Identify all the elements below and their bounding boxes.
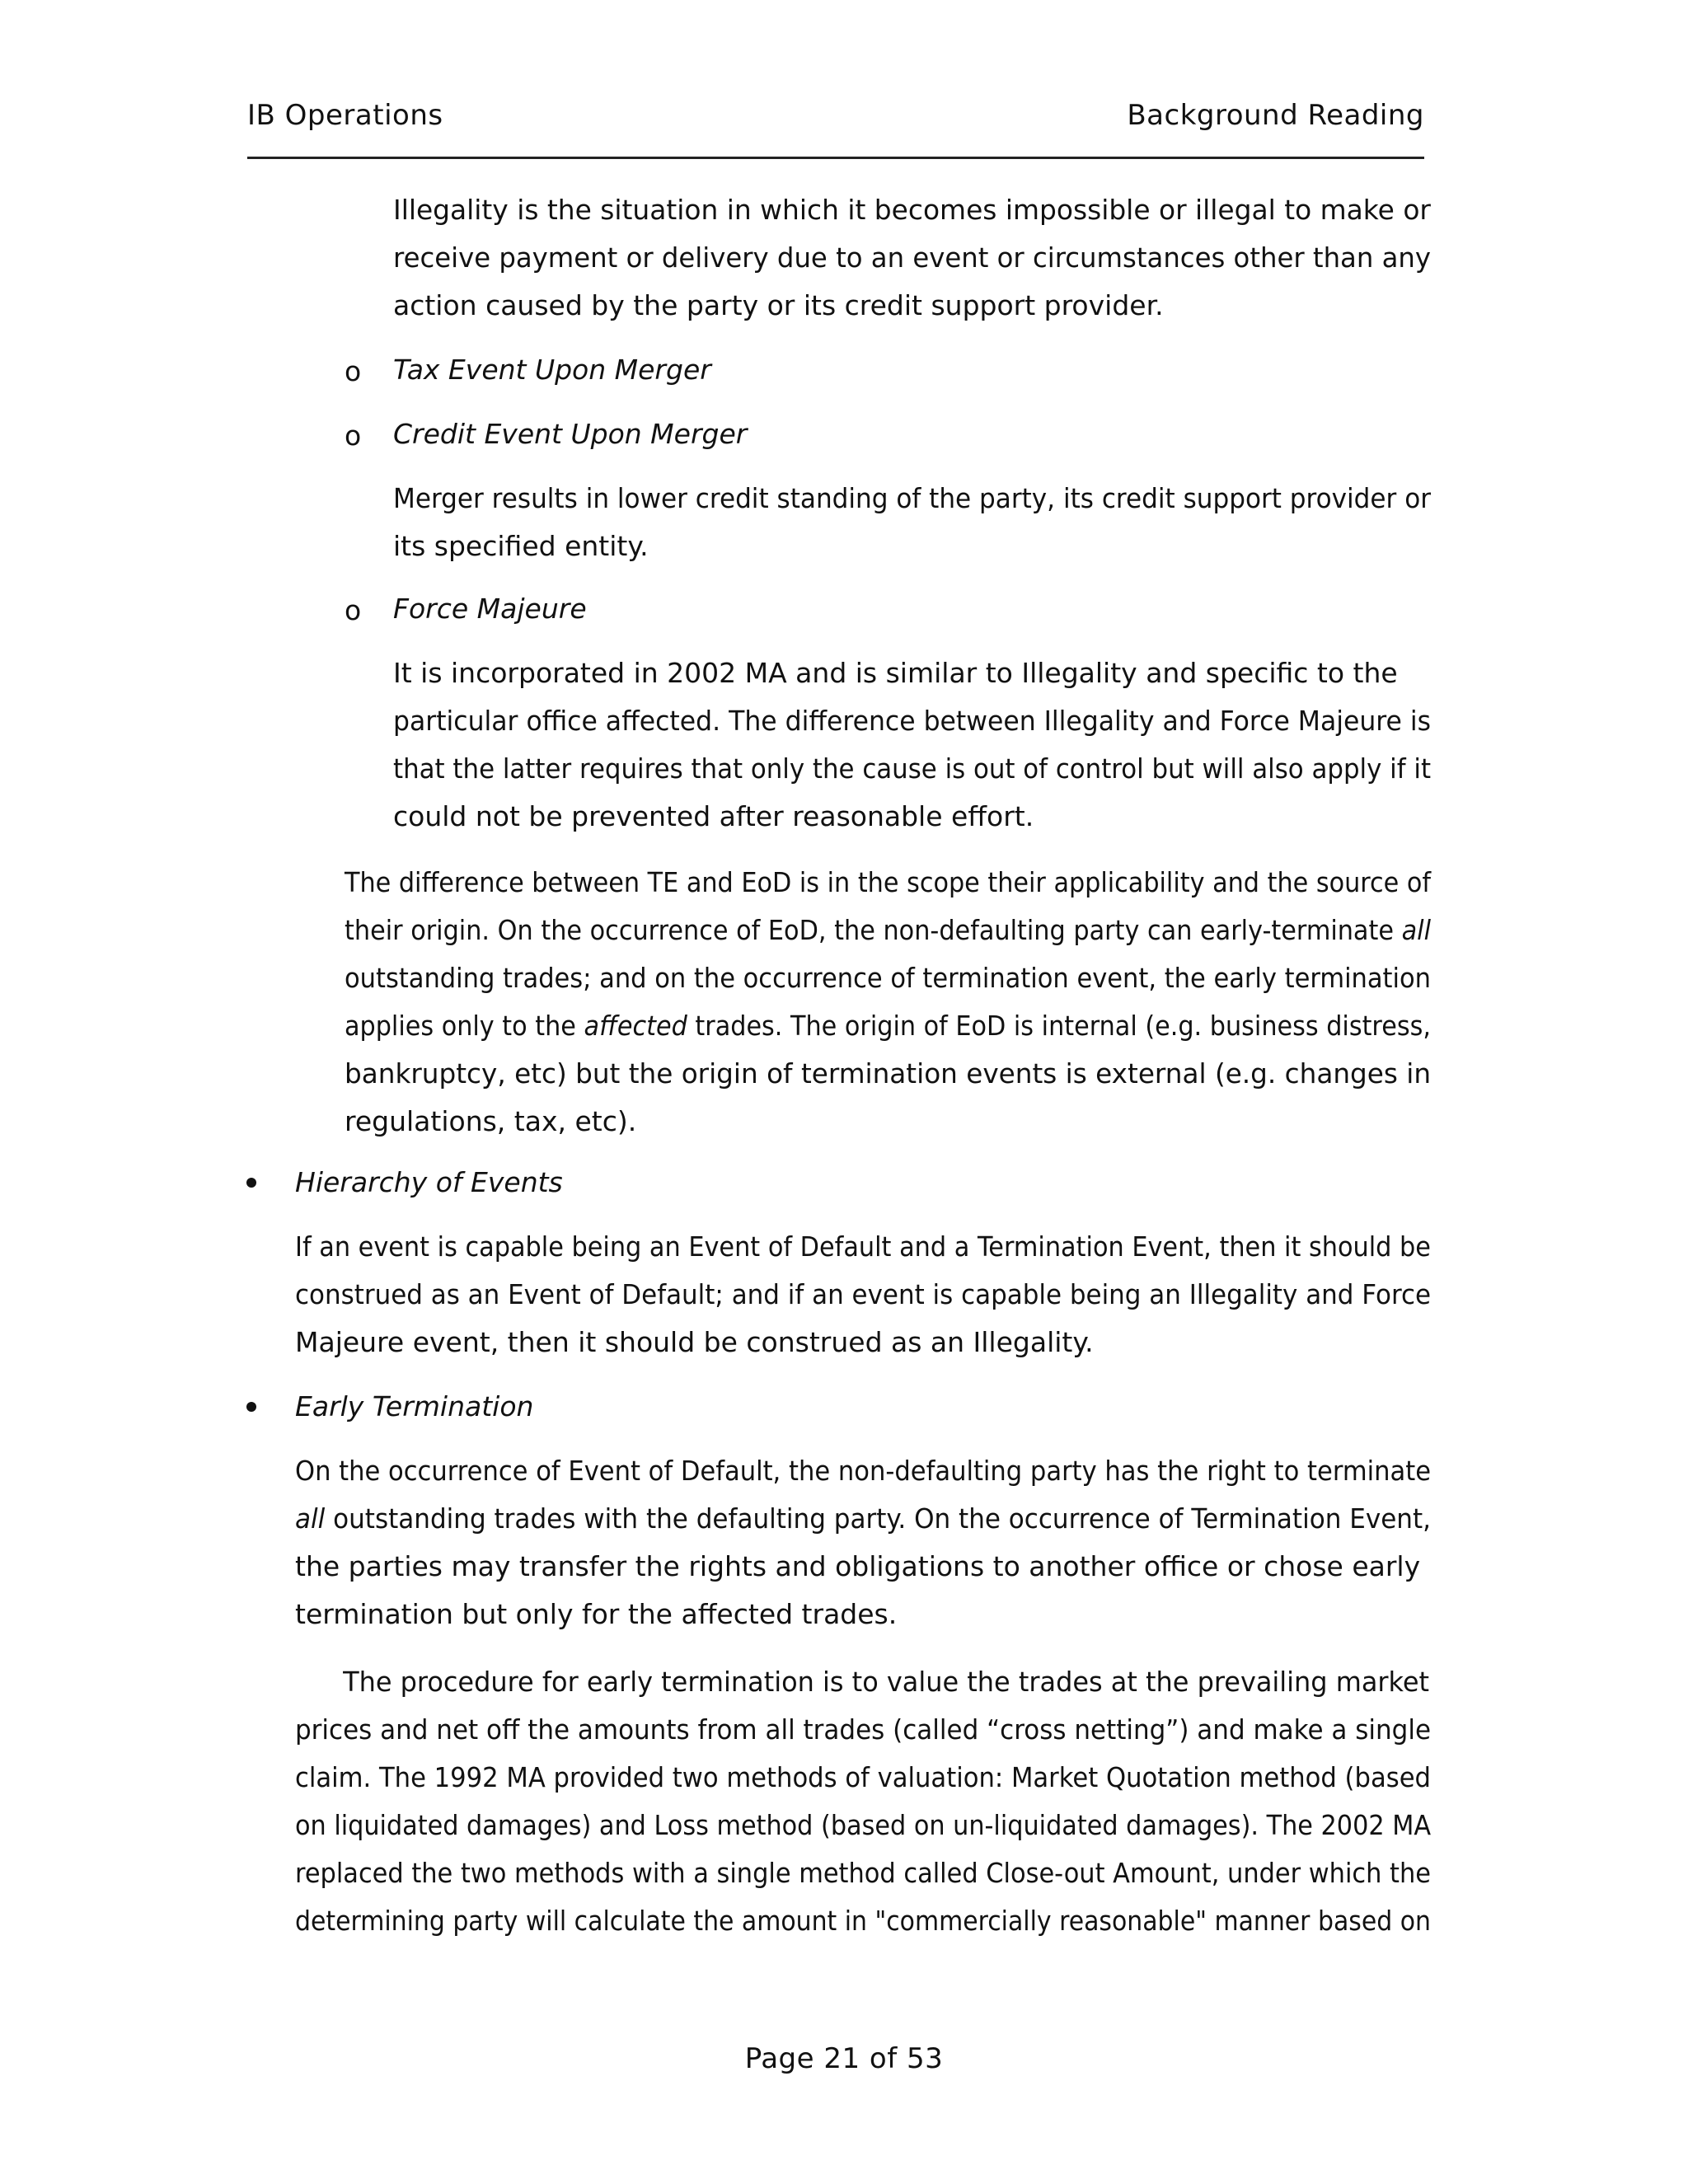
- force-majeure-item: [393, 585, 587, 633]
- text-line: If an event is capable being an Event of Default and a Termination Event, then it should be: [295, 1230, 1431, 1263]
- text-line: bankruptcy, etc) but the origin of termination events is external (e.g. changes in: [345, 1057, 1432, 1090]
- credit-event-title: Credit Event Upon Merger: [393, 418, 748, 450]
- credit-event-item: [393, 410, 747, 458]
- early-termination-item: [295, 1383, 533, 1431]
- page-number: Page 21 of 53: [744, 2042, 944, 2075]
- hierarchy-item: [295, 1159, 563, 1207]
- text-segment: their origin. On the occurrence of EoD, the non-defaulting party can early-terminate: [345, 914, 1402, 946]
- text-line: determining party will calculate the amount in "commercially reasonable" manner based on: [295, 1905, 1431, 1937]
- text-line: particular office affected. The difference between Illegality and Force Majeure is: [393, 705, 1432, 737]
- text-line: receive payment or delivery due to an event or circumstances other than any: [393, 241, 1432, 274]
- text-line: On the occurrence of Event of Default, the non-defaulting party has the right to terminate: [295, 1455, 1432, 1487]
- text-line: the parties may transfer the rights and obligations to another office or chose early: [295, 1550, 1421, 1582]
- credit-event-description: [393, 475, 1495, 570]
- text-line: construed as an Event of Default; and if an event is capable being an Illegality and Force: [295, 1278, 1432, 1310]
- header-left-title: IB Operations: [247, 99, 443, 132]
- text-segment: outstanding trades with the defaulting party. On the occurrence of Termination Event,: [325, 1502, 1431, 1535]
- early-termination-paragraph: [295, 1447, 1522, 1638]
- force-majeure-title: Force Majeure: [393, 593, 587, 625]
- text-line: replaced the two methods with a single method called Close-out Amount, under which the: [295, 1857, 1431, 1889]
- text-line: [295, 1495, 1448, 1543]
- force-majeure-description: [393, 649, 1503, 841]
- emphasis-all: all: [1401, 914, 1432, 946]
- text-segment: trades. The origin of EoD is internal (e.g. business distress,: [687, 1010, 1431, 1042]
- text-line: could not be prevented after reasonable effort.: [393, 800, 1034, 832]
- text-line: Merger results in lower credit standing of the party, its credit support provider or: [393, 482, 1431, 514]
- procedure-paragraph: [295, 1658, 1549, 1945]
- bullet-icon: [246, 1402, 256, 1412]
- tax-event-title: Tax Event Upon Merger: [393, 354, 711, 386]
- text-line: It is incorporated in 2002 MA and is similar to Illegality and specific to the: [393, 657, 1398, 689]
- text-line: its specified entity.: [393, 530, 649, 562]
- text-line: [345, 1002, 1431, 1050]
- early-termination-title: Early Termination: [295, 1390, 534, 1422]
- text-line: termination but only for the affected trades.: [295, 1598, 898, 1630]
- text-line: The procedure for early termination is to value the trades at the prevailing market: [343, 1666, 1430, 1698]
- text-line: outstanding trades; and on the occurrence of termination event, the early termination: [345, 962, 1431, 994]
- sub-bullet-marker: o: [345, 355, 362, 387]
- hierarchy-title: Hierarchy of Events: [295, 1166, 563, 1198]
- sub-bullet-marker: o: [345, 419, 362, 452]
- illegality-paragraph: [393, 186, 1453, 330]
- text-line: regulations, tax, etc).: [345, 1105, 637, 1137]
- text-line: Majeure event, then it should be construed as an Illegality.: [295, 1326, 1094, 1358]
- text-line: action caused by the party or its credit support provider.: [393, 289, 1164, 321]
- header-right-title: Background Reading: [1127, 99, 1424, 132]
- text-line: prices and net off the amounts from all trades (called “cross netting”) and make a single: [295, 1713, 1432, 1746]
- text-segment: applies only to the: [345, 1010, 584, 1042]
- text-line: Illegality is the situation in which it becomes impossible or illegal to make or: [393, 194, 1431, 226]
- hierarchy-paragraph: [295, 1223, 1531, 1366]
- page-header: [247, 97, 1424, 159]
- tax-event-item: [393, 346, 711, 394]
- text-line: [345, 907, 1432, 954]
- text-line: The difference between TE and EoD is in the scope their applicability and the source of: [345, 866, 1432, 898]
- bullet-icon: [246, 1178, 256, 1188]
- text-line: on liquidated damages) and Loss method (based on un-liquidated damages). The 2002 MA: [295, 1809, 1432, 1841]
- te-eod-paragraph: [345, 859, 1530, 1146]
- text-line: claim. The 1992 MA provided two methods of valuation: Market Quotation method (based: [295, 1761, 1431, 1793]
- text-line: that the latter requires that only the cause is out of control but will also apply if it: [393, 752, 1432, 785]
- emphasis-affected: affected: [584, 1010, 687, 1042]
- sub-bullet-marker: o: [345, 594, 362, 626]
- emphasis-all: all: [295, 1502, 326, 1535]
